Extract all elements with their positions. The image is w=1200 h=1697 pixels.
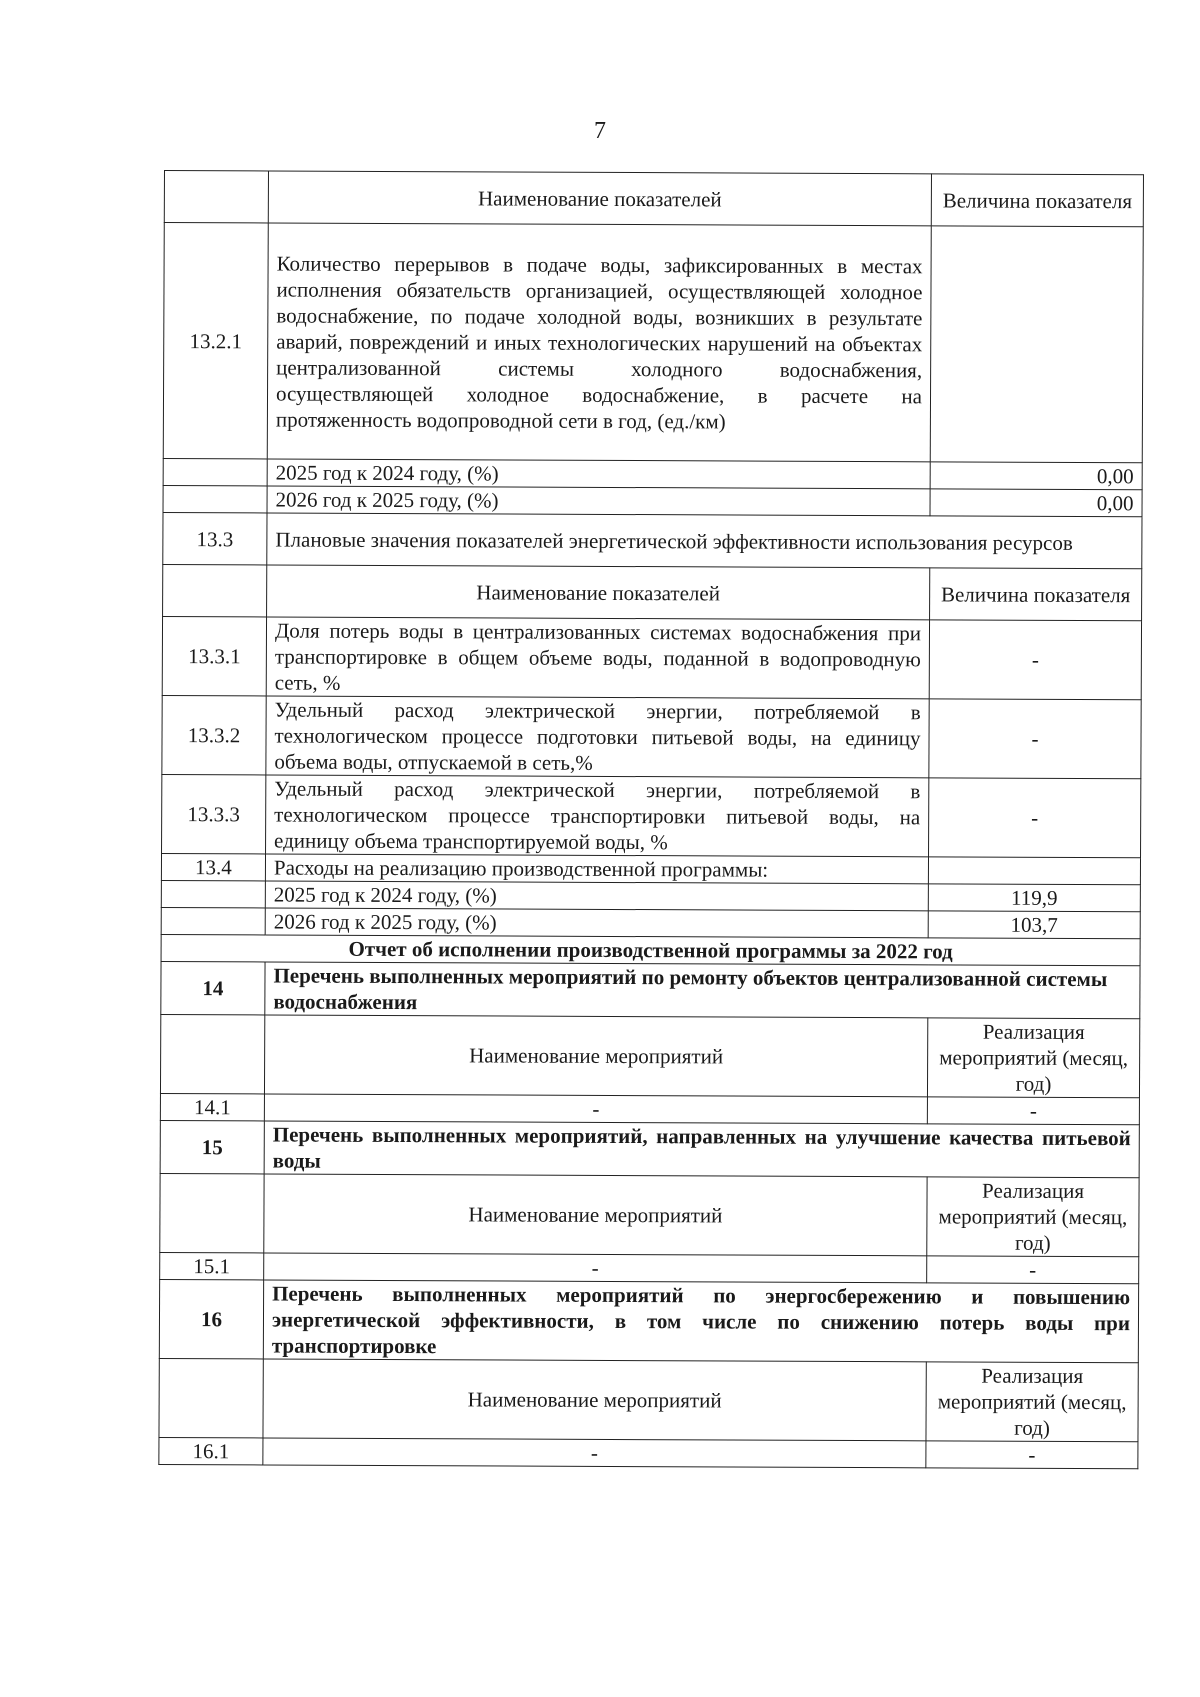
header-name-cell: Наименование показателей (267, 565, 930, 620)
row-text: - (263, 1438, 926, 1468)
header-value-cell: Реализация мероприятий (месяц, год) (927, 1177, 1139, 1257)
row-value (928, 857, 1140, 885)
row-number (161, 880, 265, 907)
row-number (161, 907, 265, 934)
row-number: 15.1 (160, 1252, 264, 1279)
row-number: 16.1 (159, 1437, 263, 1464)
row-number: 13.3.2 (162, 695, 266, 774)
row-value: 0,00 (930, 489, 1142, 517)
section-row (159, 1279, 1138, 1362)
header-num-cell (159, 1358, 263, 1437)
row-value: 103,7 (928, 911, 1140, 939)
section-row (160, 1120, 1139, 1177)
row-value: - (929, 620, 1141, 700)
row-value (930, 226, 1143, 463)
table-row (161, 880, 1140, 911)
section-number: 14 (161, 961, 265, 1014)
table-row (163, 458, 1142, 489)
table-header-row (160, 1014, 1139, 1097)
table-row (162, 695, 1141, 778)
table-row (162, 774, 1141, 857)
table-row (162, 616, 1141, 699)
table-row (161, 853, 1140, 884)
row-value: - (927, 1097, 1139, 1125)
row-value: - (929, 699, 1141, 779)
section-row (161, 961, 1140, 1018)
row-number: 13.3.1 (162, 616, 266, 695)
section-number: 16 (159, 1279, 263, 1358)
row-number: 13.3.3 (162, 774, 266, 853)
row-value: 0,00 (930, 462, 1142, 490)
header-num-cell (164, 171, 268, 223)
row-text: Количество перерывов в подаче воды, зафиксированных в местах исполнения обязательств организацией, осуществляющей холодное водоснабжение, по подаче холодной воды, возникших в результате аварий, повреждений и иных технологических нарушений на объектах централизованной системы холодного водоснабжения, осуществляющей холодное водоснабжение, в расчете на протяженность водопроводной сети в год, (ед./км) (267, 223, 931, 462)
header-name-cell: Наименование показателей (268, 171, 931, 226)
header-name-cell: Наименование мероприятий (264, 1015, 927, 1097)
header-value-cell: Величина показателя (930, 568, 1142, 621)
section-row (163, 512, 1142, 568)
row-value: 119,9 (928, 884, 1140, 912)
header-name-cell: Наименование мероприятий (263, 1359, 926, 1441)
row-number: 13.4 (161, 853, 265, 880)
row-text: - (264, 1253, 927, 1283)
report-title-row (161, 934, 1140, 965)
row-text: - (264, 1094, 927, 1124)
row-number: 14.1 (160, 1093, 264, 1120)
indicators-table (158, 170, 1144, 1469)
section-number: 13.3 (163, 512, 267, 564)
row-text: Расходы на реализацию производственной программы: (265, 854, 928, 884)
table-header-row (160, 1173, 1139, 1256)
row-number (163, 458, 267, 485)
header-num-cell (160, 1173, 264, 1252)
section-number: 15 (160, 1120, 264, 1173)
row-text: Доля потерь воды в централизованных системах водоснабжения при транспортировке в общем объеме воды, поданной в водопроводную сеть, % (266, 617, 929, 699)
header-name-cell: Наименование мероприятий (264, 1174, 927, 1256)
row-text: Удельный расход электрической энергии, потребляемой в технологическом процессе транспортировки питьевой воды, на единицу объема транспортируемой воды, % (266, 775, 929, 857)
row-value: - (929, 778, 1141, 858)
row-text: 2025 год к 2024 году, (%) (267, 459, 930, 489)
table-header-row (159, 1358, 1138, 1441)
header-value-cell: Реализация мероприятий (месяц, год) (926, 1362, 1138, 1442)
header-num-cell (163, 564, 267, 616)
header-value-cell: Величина показателя (931, 174, 1143, 227)
row-text: 2026 год к 2025 году, (%) (267, 486, 930, 516)
row-value: - (926, 1441, 1138, 1469)
report-title: Отчет об исполнении производственной программы за 2022 год (161, 934, 1140, 965)
table-row (161, 907, 1140, 938)
table-row (159, 1437, 1138, 1468)
page-number: 7 (594, 118, 606, 144)
section-title: Плановые значения показателей энергетической эффективности использования ресурсов (267, 513, 1142, 569)
table-row (163, 223, 1143, 463)
table-row (163, 485, 1142, 516)
header-value-cell: Реализация мероприятий (месяц, год) (927, 1018, 1139, 1098)
section-title: Перечень выполненных мероприятий по ремонту объектов централизованной системы водоснабжения (265, 962, 1140, 1019)
table-header-row (163, 564, 1142, 620)
row-text: 2026 год к 2025 году, (%) (265, 908, 928, 938)
section-title: Перечень выполненных мероприятий, направленных на улучшение качества питьевой воды (264, 1121, 1139, 1178)
table-row (160, 1093, 1139, 1124)
row-number (163, 485, 267, 512)
table-row (160, 1252, 1139, 1283)
row-text: 2025 год к 2024 году, (%) (265, 881, 928, 911)
table-header-row (164, 171, 1143, 227)
row-text: Удельный расход электрической энергии, потребляемой в технологическом процессе подготовки питьевой воды, на единицу объема воды, отпускаемой в сеть,% (266, 696, 929, 778)
section-title: Перечень выполненных мероприятий по энергосбережению и повышению энергетической эффективности, в том числе по снижению потерь воды при транспортировке (263, 1280, 1138, 1363)
row-value: - (927, 1256, 1139, 1284)
row-number: 13.2.1 (163, 223, 268, 459)
header-num-cell (160, 1014, 264, 1093)
